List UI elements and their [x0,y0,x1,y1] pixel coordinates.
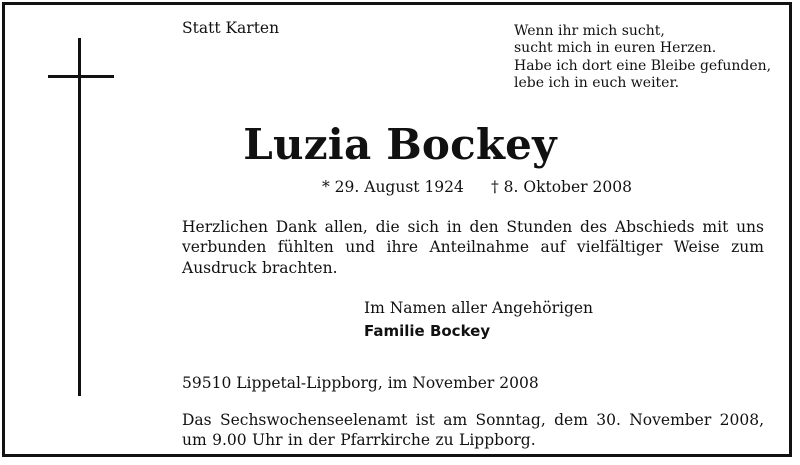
verse-line: Habe ich dort eine Bleibe gefunden, [514,57,772,74]
verse-line: lebe ich in euch weiter. [514,74,680,91]
memorial-verse [514,23,771,92]
death-date: † 8. Oktober 2008 [491,178,632,196]
on-behalf-line: Im Namen aller Angehörigen [364,299,594,317]
place-date-line: 59510 Lippetal-Lippborg, im November 2008 [182,374,539,392]
birth-date: * 29. August 1924 [322,178,464,196]
verse-line: Wenn ihr mich sucht, [514,23,665,39]
statt-karten-label: Statt Karten [182,19,280,37]
cross-horizontal-bar [48,75,114,78]
deceased-name: Luzia Bockey [243,120,557,169]
family-signature: Familie Bockey [364,322,491,340]
verse-line: sucht mich in euren Herzen. [514,40,717,57]
thanks-paragraph: Herzlichen Dank allen, die sich in den Stunden des Abschieds mit uns verbunden fühlten und ihre Anteilnahme auf vielfältiger Weise zum Ausdruck brachten. [182,218,764,277]
memorial-mass-notice: Das Sechswochenseelenamt ist am Sonntag, dem 30. November 2008, um 9.00 Uhr in der Pfarrkirche zu Lippborg. [182,411,764,450]
cross-vertical-bar [78,38,81,396]
